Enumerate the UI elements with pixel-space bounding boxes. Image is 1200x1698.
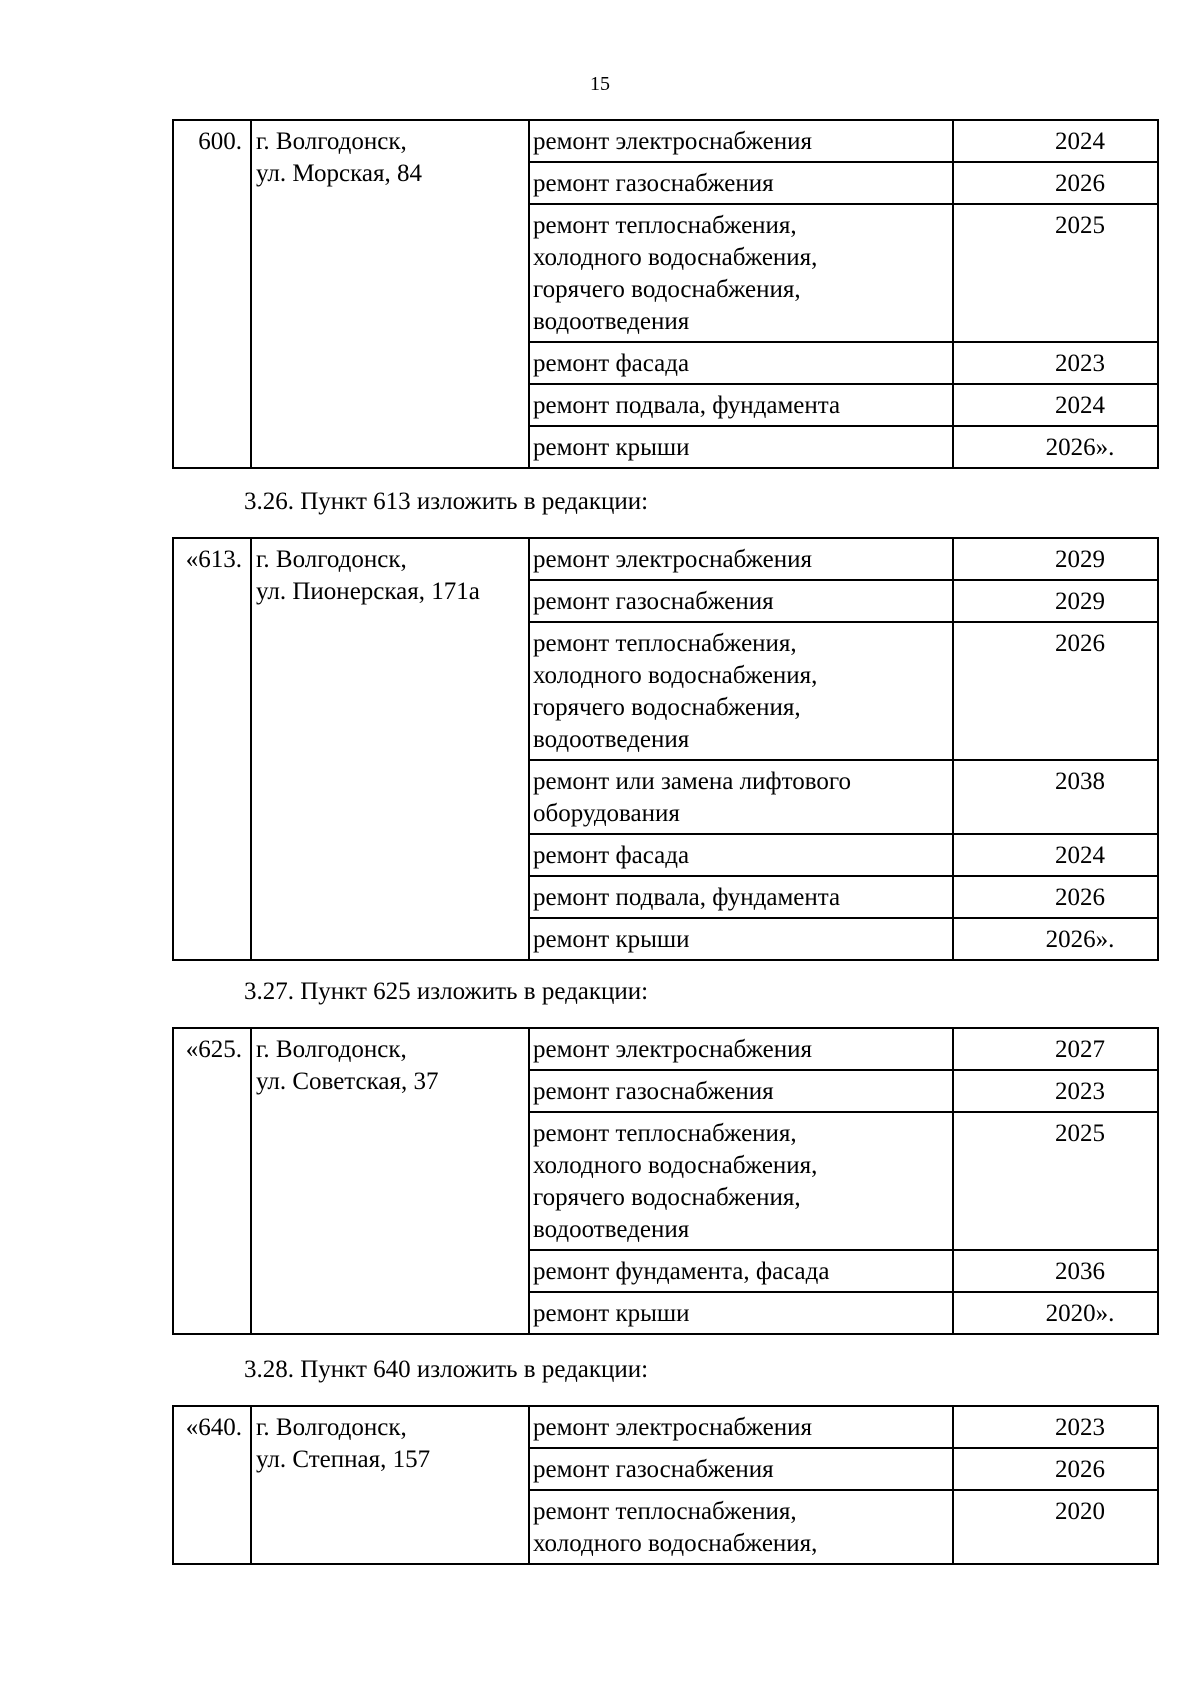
repair-work-type: ремонт крыши: [529, 1292, 953, 1334]
repair-schedule-table: [172, 1405, 1159, 1565]
item-number: «625.: [173, 1028, 251, 1334]
repair-year: 2026: [953, 876, 1158, 918]
repair-schedule-table: [172, 119, 1159, 469]
repair-work-type: ремонт фундамента, фасада: [529, 1250, 953, 1292]
repair-work-type: ремонт электроснабжения: [529, 120, 953, 162]
item-number: 600.: [173, 120, 251, 468]
repair-year: 2025: [953, 1112, 1158, 1250]
repair-year: 2023: [953, 1070, 1158, 1112]
table-row: [173, 538, 1158, 580]
repair-schedule-table: [172, 537, 1159, 961]
repair-year: 2026: [953, 622, 1158, 760]
repair-year: 2024: [953, 384, 1158, 426]
table-row: [173, 1028, 1158, 1070]
item-number: «613.: [173, 538, 251, 960]
repair-work-type: ремонт крыши: [529, 426, 953, 468]
repair-work-type: ремонт теплоснабжения, холодного водоснабжения,: [529, 1490, 953, 1564]
repair-work-type: ремонт электроснабжения: [529, 538, 953, 580]
repair-year: 2023: [953, 342, 1158, 384]
building-address: г. Волгодонск, ул. Пионерская, 171а: [251, 538, 529, 960]
building-address: г. Волгодонск, ул. Морская, 84: [251, 120, 529, 468]
repair-year: 2025: [953, 204, 1158, 342]
table-row: [173, 1406, 1158, 1448]
repair-year: 2029: [953, 538, 1158, 580]
repair-work-type: ремонт крыши: [529, 918, 953, 960]
repair-work-type: ремонт электроснабжения: [529, 1028, 953, 1070]
repair-year: 2020: [953, 1490, 1158, 1564]
repair-year: 2026: [953, 162, 1158, 204]
repair-year: 2038: [953, 760, 1158, 834]
repair-year: 2036: [953, 1250, 1158, 1292]
amendment-clause: 3.28. Пункт 640 изложить в редакции:: [244, 1356, 649, 1383]
repair-work-type: ремонт газоснабжения: [529, 580, 953, 622]
repair-year: 2024: [953, 120, 1158, 162]
repair-work-type: ремонт подвала, фундамента: [529, 876, 953, 918]
repair-work-type: ремонт фасада: [529, 834, 953, 876]
repair-work-type: ремонт электроснабжения: [529, 1406, 953, 1448]
table-row: [173, 120, 1158, 162]
building-address: г. Волгодонск, ул. Степная, 157: [251, 1406, 529, 1564]
amendment-clause: 3.26. Пункт 613 изложить в редакции:: [244, 488, 649, 515]
repair-work-type: ремонт теплоснабжения, холодного водоснабжения, горячего водоснабжения, водоотведения: [529, 622, 953, 760]
page-number: 15: [590, 73, 610, 95]
repair-work-type: ремонт теплоснабжения, холодного водоснабжения, горячего водоснабжения, водоотведения: [529, 204, 953, 342]
repair-work-type: ремонт газоснабжения: [529, 162, 953, 204]
repair-work-type: ремонт подвала, фундамента: [529, 384, 953, 426]
repair-year: 2024: [953, 834, 1158, 876]
repair-year: 2026: [953, 1448, 1158, 1490]
repair-year: 2023: [953, 1406, 1158, 1448]
repair-year: 2026».: [953, 918, 1158, 960]
repair-work-type: ремонт газоснабжения: [529, 1070, 953, 1112]
repair-work-type: ремонт фасада: [529, 342, 953, 384]
repair-year: 2027: [953, 1028, 1158, 1070]
repair-work-type: ремонт теплоснабжения, холодного водоснабжения, горячего водоснабжения, водоотведения: [529, 1112, 953, 1250]
repair-year: 2029: [953, 580, 1158, 622]
repair-year: 2026».: [953, 426, 1158, 468]
item-number: «640.: [173, 1406, 251, 1564]
building-address: г. Волгодонск, ул. Советская, 37: [251, 1028, 529, 1334]
repair-schedule-table: [172, 1027, 1159, 1335]
amendment-clause: 3.27. Пункт 625 изложить в редакции:: [244, 978, 649, 1005]
repair-work-type: ремонт газоснабжения: [529, 1448, 953, 1490]
repair-work-type: ремонт или замена лифтового оборудования: [529, 760, 953, 834]
repair-year: 2020».: [953, 1292, 1158, 1334]
